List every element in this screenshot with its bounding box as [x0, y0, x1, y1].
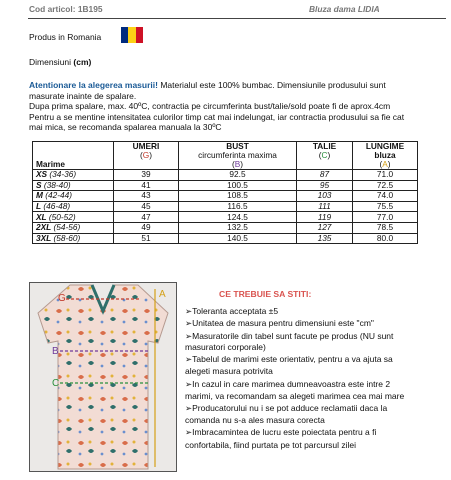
- cell-lungime: 71.0: [353, 170, 418, 181]
- table-row: [33, 191, 418, 202]
- warning-text-1: Materialul este 100% bumbac. Dimensiunile produsului sunt: [157, 80, 386, 90]
- cell-umeri: 47: [114, 212, 179, 223]
- table-row: [33, 222, 418, 233]
- cell-talie: 95: [297, 180, 353, 191]
- cell-talie: 119: [297, 212, 353, 223]
- cell-talie: 87: [297, 170, 353, 181]
- cell-size: XS (34-36): [33, 170, 114, 181]
- label-g: G: [58, 293, 66, 304]
- header-size: Marime: [33, 142, 114, 170]
- cell-bust: 92.5: [179, 170, 297, 181]
- tip-line: ➢Producatorului nu i se pot adduce reclamatii daca la: [185, 403, 388, 413]
- flag-stripe-red: [136, 27, 143, 43]
- cell-umeri: 51: [114, 233, 179, 244]
- product-photo: [29, 282, 177, 472]
- cell-talie: 127: [297, 222, 353, 233]
- cell-bust: 124.5: [179, 212, 297, 223]
- romania-flag-icon: [121, 27, 143, 43]
- warning-line-2: masurate inainte de spalare.: [29, 90, 137, 101]
- cell-umeri: 45: [114, 201, 179, 212]
- cell-size: M (42-44): [33, 191, 114, 202]
- warning-title: Atentionare la alegerea masurii!: [29, 80, 158, 90]
- origin-text: Produs in Romania: [29, 32, 102, 42]
- cell-bust: 100.5: [179, 180, 297, 191]
- warning-line-5: mai mica, se recomanda spalarea manuala la 30ºC: [29, 122, 222, 132]
- table-row: [33, 212, 418, 223]
- tip-line: ➢Unitatea de masura pentru dimensiuni este "cm": [185, 318, 374, 328]
- cell-lungime: 72.5: [353, 180, 418, 191]
- label-a: A: [159, 289, 166, 300]
- table-row: [33, 233, 418, 244]
- cell-size: 2XL (54-56): [33, 222, 114, 233]
- cell-talie: 103: [297, 191, 353, 202]
- blouse-illustration: [30, 283, 176, 471]
- dimensions-heading: [29, 57, 91, 67]
- dimensions-unit: (cm): [73, 57, 92, 67]
- cell-umeri: 49: [114, 222, 179, 233]
- dimensions-label: Dimensiuni: [29, 57, 74, 67]
- cell-umeri: 41: [114, 180, 179, 191]
- cell-umeri: 39: [114, 170, 179, 181]
- tip-line: comanda nu s-a ales masura corecta: [185, 415, 325, 425]
- label-b: B: [52, 346, 59, 357]
- warning-line-1: [29, 80, 449, 91]
- cell-talie: 135: [297, 233, 353, 244]
- header-lungime: LUNGIME bluza (A): [353, 142, 418, 170]
- warning-line-3: Dupa prima spalare, max. 40ºC, contractia pe circumferinta bust/talie/sold poate fi de aprox.4cm: [29, 101, 391, 111]
- warning-line-4: Pentru a se mentine intensitatea culorilor timp cat mai indelungat, iar contractia produsului sa fie cat: [29, 111, 405, 122]
- flag-stripe-yellow: [128, 27, 135, 43]
- cell-umeri: 43: [114, 191, 179, 202]
- size-table-header: [33, 142, 418, 170]
- cell-size: S (38-40): [33, 180, 114, 191]
- table-row: [33, 180, 418, 191]
- tip-line: ➢In cazul in care marimea dumneavoastra este intre 2: [185, 379, 391, 389]
- tip-line: marimi, va recomandam sa alegeti marimea cea mai mare: [185, 391, 405, 401]
- tip-line: ➢Imbracamintea de lucru este poiectata pentru a fi: [185, 427, 377, 437]
- tip-line: confortabila, fiind purtata pe tot parcursul zilei: [185, 440, 357, 450]
- tips-title: CE TREBUIE SA STITI:: [219, 289, 312, 299]
- header-bust: BUST circumferinta maxima (B): [179, 142, 297, 170]
- header-divider: [28, 18, 446, 19]
- flag-stripe-blue: [121, 27, 128, 43]
- cell-size: 3XL (58-60): [33, 233, 114, 244]
- product-name: Bluza dama LIDIA: [309, 4, 380, 14]
- cell-bust: 116.5: [179, 201, 297, 212]
- cell-lungime: 78.5: [353, 222, 418, 233]
- table-row: [33, 170, 418, 181]
- header-talie: TALIE (C): [297, 142, 353, 170]
- tip-line: masuratori corporale): [185, 342, 266, 352]
- cell-bust: 140.5: [179, 233, 297, 244]
- cell-size: XL (50-52): [33, 212, 114, 223]
- cell-lungime: 80.0: [353, 233, 418, 244]
- cell-talie: 111: [297, 201, 353, 212]
- tip-line: ➢Tabelul de marimi este orientativ, pentru a va ajuta sa: [185, 354, 393, 364]
- cell-bust: 132.5: [179, 222, 297, 233]
- header-umeri: UMERI (G): [114, 142, 179, 170]
- cell-size: L (46-48): [33, 201, 114, 212]
- size-table: [32, 141, 418, 244]
- tip-line: ➢Toleranta acceptata ±5: [185, 306, 279, 316]
- cell-lungime: 77.0: [353, 212, 418, 223]
- tip-line: alegeti masura potrivita: [185, 366, 273, 376]
- cell-lungime: 74.0: [353, 191, 418, 202]
- tip-line: ➢Masuratorile din tabel sunt facute pe produs (NU sunt: [185, 331, 394, 341]
- cell-bust: 108.5: [179, 191, 297, 202]
- table-row: [33, 201, 418, 212]
- label-c: C: [52, 378, 60, 389]
- cell-lungime: 75.5: [353, 201, 418, 212]
- article-code: Cod articol: 1B195: [29, 4, 103, 14]
